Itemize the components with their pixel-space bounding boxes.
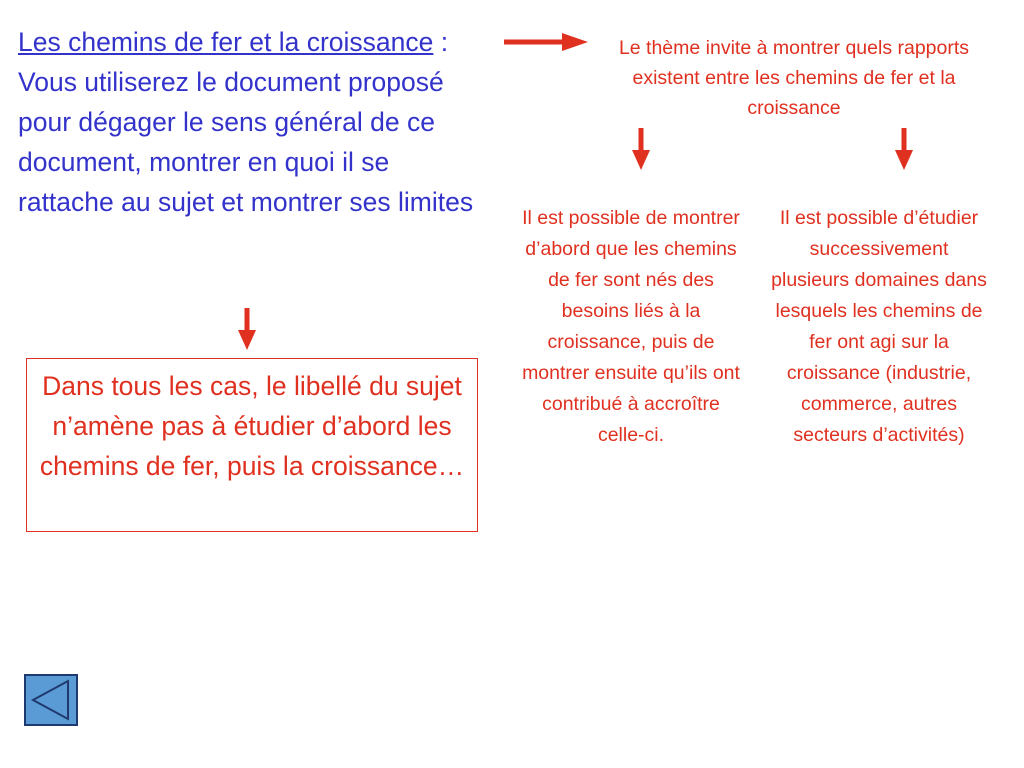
arrow-down-theme-left-icon	[632, 128, 650, 170]
theme-text: Le thème invite à montrer quels rapports existent entre les chemins de fer et la croissance	[618, 37, 970, 119]
option-left-text: Il est possible de montrer d’abord que les chemins de fer sont nés des besoins liés à la croissance, puis de montrer ensuite qu’ils ont contribué à accroître celle-ci.	[522, 207, 740, 446]
intro-instructions: : Vous utiliserez le document proposé pour dégager le sens général de ce document, montrer en quoi il se rattache au sujet et montrer ses limites	[18, 27, 474, 217]
back-triangle-icon[interactable]	[24, 674, 78, 726]
conclusion-text: Dans tous les cas, le libellé du sujet n’amène pas à étudier d’abord les chemins de fer, puis la croissance…	[39, 371, 465, 481]
arrow-right-icon	[504, 33, 588, 51]
topic-title-link[interactable]: Les chemins de fer et la croissance	[18, 27, 434, 57]
arrow-down-theme-right-icon	[895, 128, 913, 170]
arrow-down-intro-icon	[238, 308, 256, 350]
option-right-text: Il est possible d’étudier successivement plusieurs domaines dans lesquels les chemins de fer ont agi sur la croissance (industrie, commerce, autres secteurs d’activités)	[771, 207, 987, 446]
